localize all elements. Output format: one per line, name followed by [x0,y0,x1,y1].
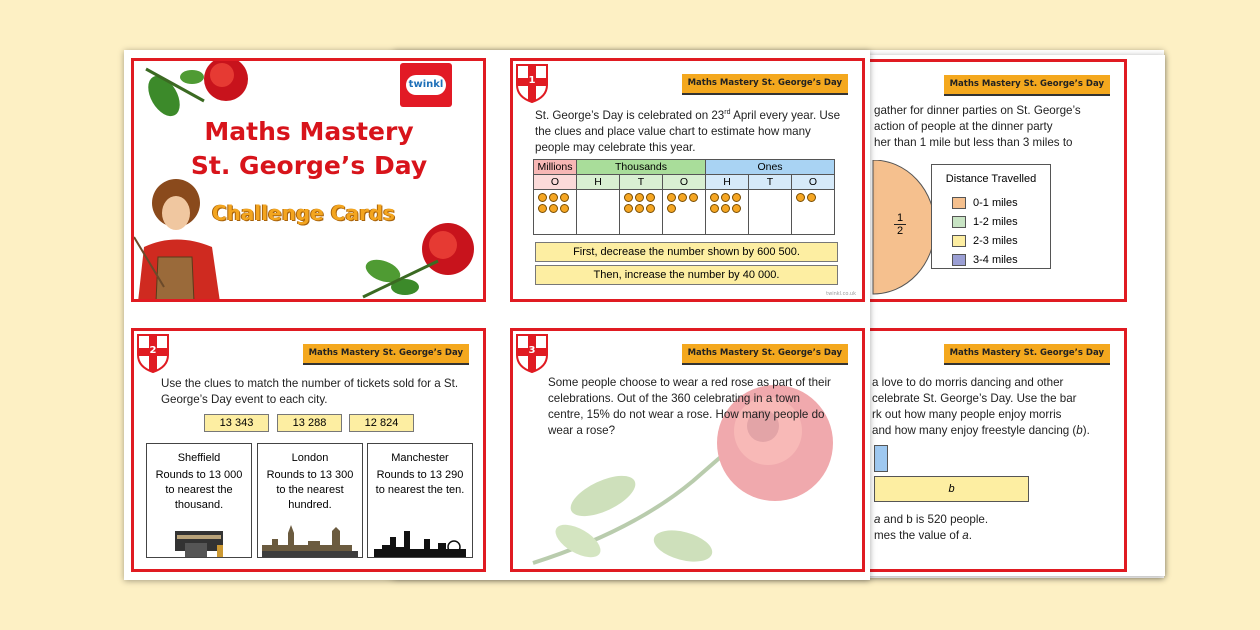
counter-cell [663,190,706,235]
faded-rose-image [513,331,862,569]
column-header: T [620,175,663,190]
rose-bottom-right-image [343,219,483,299]
counter-dot [678,193,687,202]
place-value-groups [534,160,835,175]
ticket-number: 13 343 [204,414,269,432]
card-question: Use the clues to match the number of tickets sold for a St. George’s Day event to each city. [161,377,459,406]
counter-dot [710,193,719,202]
counter-dot [732,193,741,202]
city-clue: Rounds to 13 300 to the nearest hundred. [266,469,354,511]
column-header: T [749,175,792,190]
group-thousands: Thousands [577,160,706,175]
clue-increase: Then, increase the number by 40 000. [535,265,838,285]
counter-dot [646,204,655,213]
page-title-line1: Maths Mastery [204,117,414,146]
card-dinner-parties [845,59,1127,302]
legend-title: Distance Travelled [945,173,1037,185]
city-name: Sheffield [177,452,221,464]
counter-dot [538,193,547,202]
column-header: O [663,175,706,190]
city-card-london [257,443,363,558]
group-millions: Millions [534,160,577,175]
footer-mark: twinkl.co.uk [826,291,856,297]
counter-dot [710,204,719,213]
card-tag: Maths Mastery St. George’s Day [682,74,848,95]
page-title-line2: St. George’s Day [190,151,428,180]
legend-item: 3-4 miles [952,253,1018,267]
counter-dot [796,193,805,202]
card-number: 2 [149,345,157,356]
card-tag: Maths Mastery St. George’s Day [944,344,1110,365]
card-text: a love to do morris dancing and other celebrate St. George’s Day. Use the bar rk out how many people enjoy morris and how many enjoy freestyle dancing (b). [872,376,1090,437]
legend-swatch [952,235,966,247]
legend-item: 1-2 miles [952,215,1018,229]
counter-dot [560,204,569,213]
st-george-portrait-image [134,177,220,302]
counter-cell [620,190,663,235]
card-number: 1 [528,75,536,86]
counter-dot [667,193,676,202]
legend-swatch [952,254,966,266]
counter-cell [706,190,749,235]
city-card-manchester [367,443,473,558]
card-3 [510,328,865,572]
card-text-bottom: a and b is 520 people. mes the value of a. [874,513,989,542]
ticket-number: 13 288 [277,414,342,432]
place-value-columns [534,175,835,190]
counter-dot [538,204,547,213]
card-text: gather for dinner parties on St. George’s action of people at the dinner party her than 1 mile but less than 3 miles to [874,104,1081,149]
counter-dot [721,204,730,213]
card-tag: Maths Mastery St. George’s Day [682,344,848,365]
counter-dot [721,193,730,202]
counter-dot [624,193,633,202]
london-skyline-image [258,523,362,557]
counter-cell [792,190,835,235]
city-clue: Rounds to 13 000 to nearest the thousand. [155,469,243,511]
place-value-counters [534,190,835,235]
legend-item: 2-3 miles [952,234,1018,248]
counter-dot [549,204,558,213]
city-card-sheffield [146,443,252,558]
counter-dot [689,193,698,202]
manchester-skyline-image [368,525,472,557]
card-question: St. George’s Day is celebrated on 23rd April every year. Use the clues and place value chart to estimate how many people may celebrate this year. [535,109,841,154]
card-2 [131,328,486,572]
legend [931,164,1051,269]
counter-dot [646,193,655,202]
counter-dot [560,193,569,202]
bar-model-a [874,445,888,472]
place-value-chart [533,159,835,235]
column-header: O [792,175,835,190]
card-tag: Maths Mastery St. George’s Day [944,75,1110,96]
counter-dot [549,193,558,202]
legend-swatch [952,216,966,228]
counter-cell [534,190,577,235]
column-header: O [534,175,577,190]
legend-swatch [952,197,966,209]
group-ones: Ones [706,160,835,175]
column-header: H [577,175,620,190]
card-morris-dancing [845,328,1127,572]
bar-model-b: b [874,476,1029,502]
card-1 [510,58,865,302]
counter-cell [749,190,792,235]
counter-dot [635,193,644,202]
counter-dot [667,204,676,213]
column-header: H [706,175,749,190]
clue-decrease: First, decrease the number shown by 600 500. [535,242,838,262]
pie-fraction: 1 2 [894,212,906,237]
counter-dot [807,193,816,202]
city-name: London [291,452,329,464]
city-clue: Rounds to 13 290 to nearest the ten. [375,469,465,496]
challenge-cards-heading: Challenge Cards [212,201,396,225]
sheffield-building-image [147,525,251,557]
counter-dot [635,204,644,213]
city-name: Manchester [391,452,449,464]
card-title [131,58,486,302]
counter-cell [577,190,620,235]
ticket-number: 12 824 [349,414,414,432]
counter-dot [624,204,633,213]
twinkl-logo: twinkl [400,63,452,107]
card-number: 3 [528,345,536,356]
card-tag: Maths Mastery St. George’s Day [303,344,469,365]
card-question: Some people choose to wear a red rose as part of their celebrations. Out of the 360 celebrating in a town centre, 15% do not wear a rose. How many people do wear a rose? [548,376,831,437]
counter-dot [732,204,741,213]
legend-item: 0-1 miles [952,196,1018,210]
